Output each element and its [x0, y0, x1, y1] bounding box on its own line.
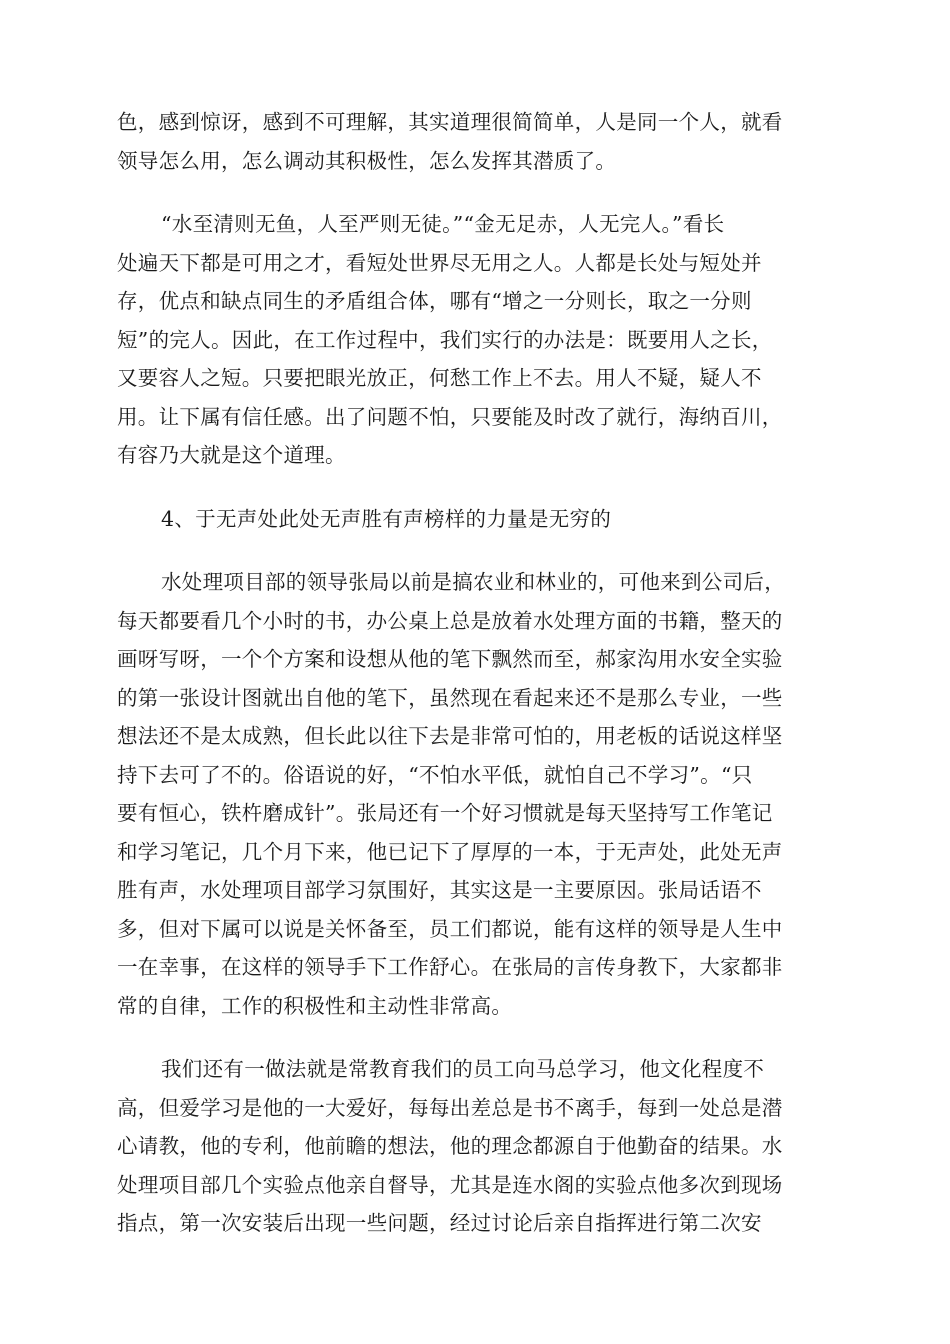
text-line: 每天都要看几个小时的书，办公桌上总是放着水处理方面的书籍，整天的 — [117, 608, 783, 633]
text-line: 和学习笔记，几个月下来，他已记下了厚厚的一本，于无声处，此处无声 — [117, 839, 783, 864]
text-line: 画呀写呀，一个个方案和设想从他的笔下飘然而至，郝家沟用水安全实验 — [117, 647, 783, 671]
text-line: 要有恒心，铁杵磨成针”。张局还有一个好习惯就是每天坚持写工作笔记 — [117, 801, 773, 825]
heading-text: 4、于无声处此处无声胜有声榜样的力量是无穷的 — [161, 506, 612, 531]
text-line: 持下去可了不的。俗语说的好，“不怕水平低，就怕自己不学习”。“只 — [117, 762, 753, 787]
text-line: 想法还不是太成熟，但长此以往下去是非常可怕的，用老板的话说这样坚 — [117, 724, 783, 748]
paragraph-leader-example — [117, 563, 835, 1025]
text-line: 常的自律，工作的积极性和主动性非常高。 — [117, 993, 513, 1018]
text-line: “水至清则无鱼，人至严则无徒。”“金无足赤，人无完人。”看长 — [161, 212, 725, 236]
text-line: 领导怎么用，怎么调动其积极性，怎么发挥其潜质了。 — [117, 148, 617, 173]
text-line: 一在幸事，在这样的领导手下工作舒心。在张局的言传身教下，大家都非 — [117, 955, 783, 979]
paragraph-continuation — [117, 103, 835, 180]
document-page — [117, 103, 835, 1243]
paragraph-no-perfect-people — [117, 205, 835, 475]
text-line: 又要容人之短。只要把眼光放正，何愁工作上不去。用人不疑，疑人不 — [117, 366, 762, 390]
text-line: 心请教，他的专利，他前瞻的想法，他的理念都源自于他勤奋的结果。水 — [117, 1134, 783, 1158]
text-line: 指点，第一次安装后出现一些问题，经过讨论后亲自指挥进行第二次安 — [117, 1211, 762, 1235]
section-heading — [117, 500, 835, 539]
paragraph-learn-from-ma — [117, 1050, 835, 1243]
text-line: 我们还有一做法就是常教育我们的员工向马总学习，他文化程度不 — [161, 1057, 765, 1081]
text-line: 短”的完人。因此，在工作过程中，我们实行的办法是：既要用人之长， — [117, 327, 773, 352]
text-line: 存，优点和缺点同生的矛盾组合体，哪有“增之一分则长，取之一分则 — [117, 289, 752, 313]
text-line: 水处理项目部的领导张局以前是搞农业和林业的，可他来到公司后， — [161, 570, 785, 594]
text-line: 胜有声，水处理项目部学习氛围好，其实这是一主要原因。张局话语不 — [117, 878, 762, 902]
text-line: 用。让下属有信任感。出了问题不怕，只要能及时改了就行，海纳百川， — [117, 404, 783, 429]
text-line: 有容乃大就是这个道理。 — [117, 443, 346, 467]
text-line: 色，感到惊讶，感到不可理解，其实道理很简简单，人是同一个人，就看 — [117, 110, 783, 134]
text-line: 多，但对下属可以说是关怀备至，员工们都说，能有这样的领导是人生中 — [117, 916, 783, 941]
text-line: 高，但爱学习是他的一大爱好，每每出差总是书不离手，每到一处总是潜 — [117, 1095, 783, 1120]
text-line: 处理项目部几个实验点他亲自督导，尤其是连水阁的实验点他多次到现场 — [117, 1172, 783, 1197]
text-line: 的第一张设计图就出自他的笔下，虽然现在看起来还不是那么专业，一些 — [117, 685, 783, 710]
text-line: 处遍天下都是可用之才，看短处世界尽无用之人。人都是长处与短处并 — [117, 250, 762, 275]
